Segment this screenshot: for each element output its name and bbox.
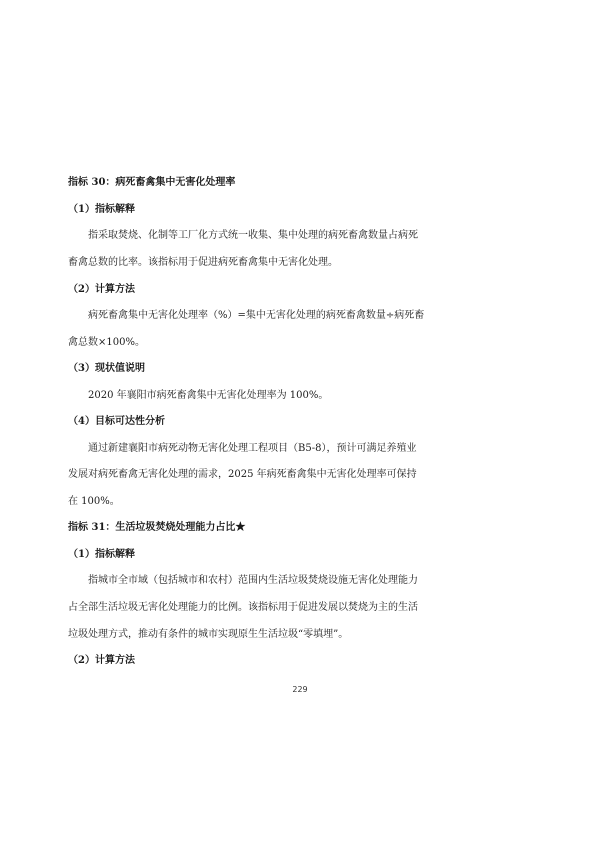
subsection-heading: （1）指标解释 xyxy=(68,204,135,215)
paragraph-line: 通过新建襄阳市病死动物无害化处理工程项目（B5-8），预计可满足养殖业 xyxy=(88,443,417,454)
subsection-heading: （3）现状值说明 xyxy=(68,363,145,374)
paragraph-line: 垃圾处理方式，推动有条件的城市实现原生生活垃圾“零填埋”。 xyxy=(68,629,349,640)
paragraph-line: 病死畜禽集中无害化处理率（%）=集中无害化处理的病死畜禽数量÷病死畜 xyxy=(88,310,425,321)
paragraph-line: 占全部生活垃圾无害化处理能力的比例。该指标用于促进发展以焚烧为主的生活 xyxy=(68,602,418,613)
paragraph-line: 在 100%。 xyxy=(68,496,120,507)
paragraph-line: 指采取焚烧、化制等工厂化方式统一收集、集中处理的病死畜禽数量占病死 xyxy=(88,230,418,241)
subsection-heading: （4）目标可达性分析 xyxy=(68,416,165,427)
section-title-31: 指标 31：生活垃圾焚烧处理能力占比★ xyxy=(68,522,246,533)
subsection-heading: （1）指标解释 xyxy=(68,549,135,560)
section-title-30: 指标 30：病死畜禽集中无害化处理率 xyxy=(68,177,236,188)
paragraph-line: 指城市全市域（包括城市和农村）范围内生活垃圾焚烧设施无害化处理能力 xyxy=(88,575,418,586)
paragraph-line: 2020 年襄阳市病死畜禽集中无害化处理率为 100%。 xyxy=(88,390,329,401)
page-number: 229 xyxy=(292,685,308,694)
subsection-heading: （2）计算方法 xyxy=(68,284,135,295)
subsection-heading: （2）计算方法 xyxy=(68,655,135,666)
paragraph-line: 发展对病死畜禽无害化处理的需求，2025 年病死畜禽集中无害化处理率可保持 xyxy=(68,469,417,480)
paragraph-line: 禽总数×100%。 xyxy=(68,337,145,348)
paragraph-line: 畜禽总数的比率。该指标用于促进病死畜禽集中无害化处理。 xyxy=(68,257,338,268)
